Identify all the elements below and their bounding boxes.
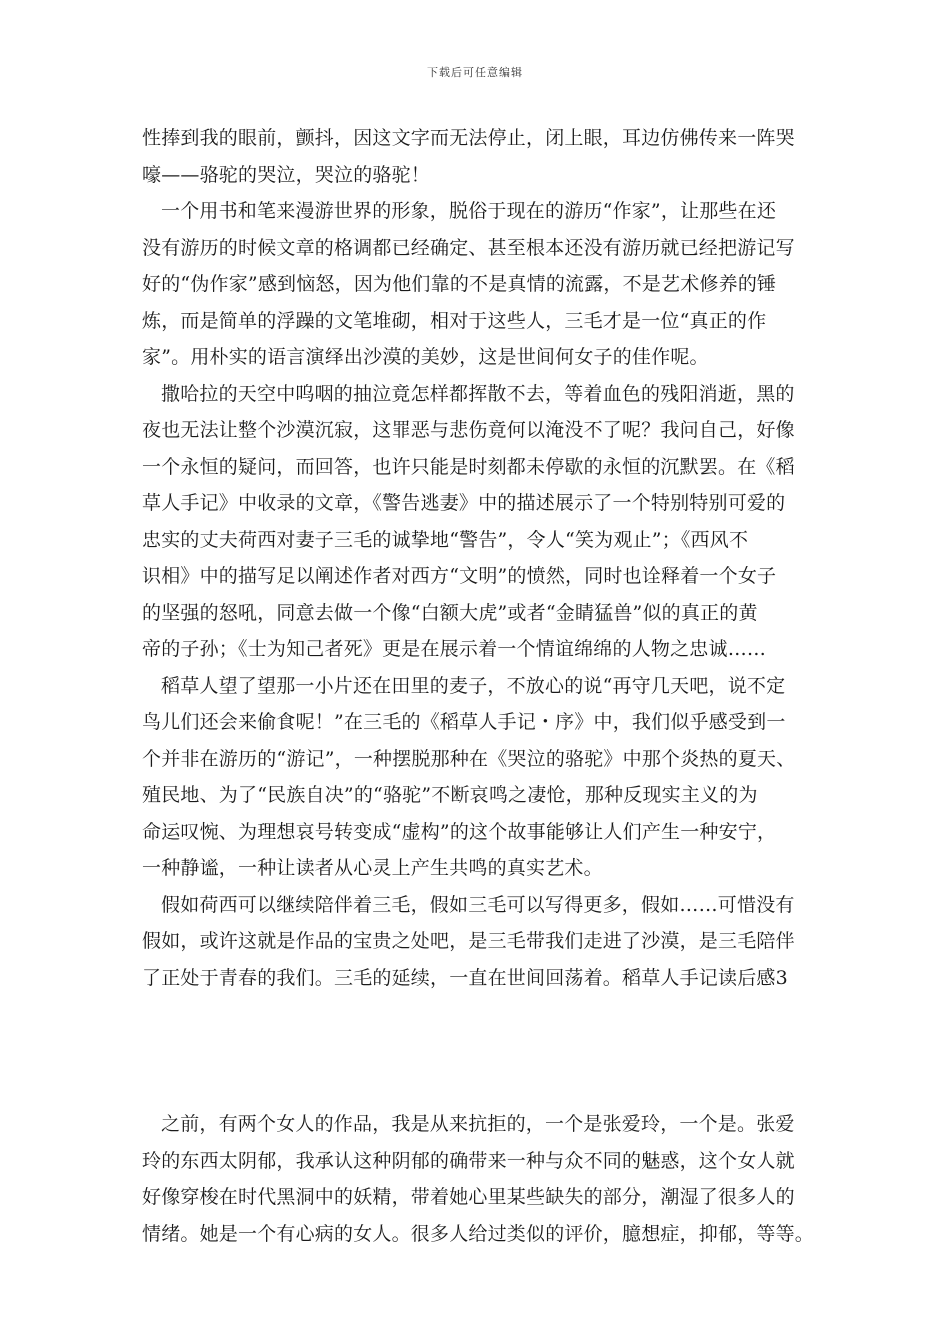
text-line: 个并非在游历的“游记”，一种摆脱那种在《哭泣的骆驼》中那个炎热的夏天、 [142, 747, 796, 770]
text-line: 一个永恒的疑问，而回答，也许只能是时刻都未停歇的永恒的沉默罢。在《稻 [142, 455, 795, 478]
text-line: 帝的子孙；《士为知己者死》更是在展示着一个情谊绵绵的人物之忠诚…… [142, 638, 767, 660]
paragraph-start-line: 假如荷西可以继续陪伴着三毛，假如三毛可以写得更多，假如……可惜没有 [161, 893, 795, 916]
page-header: 下载后可任意编辑 [427, 66, 523, 79]
text-line: 一种静谧，一种让读者从心灵上产生共鸣的真实艺术。 [142, 857, 603, 879]
text-line: 好的“伪作家”感到恼怒，因为他们靠的不是真情的流露，不是艺术修养的锤 [142, 273, 777, 295]
paragraph-start-line: 稻草人望了望那一小片还在田里的麦子，不放心的说“再守几天吧，说不定 [161, 674, 786, 697]
text-line: 识相》中的描写足以阐述作者对西方“文明”的愤然，同时也诠释着一个女子 [142, 565, 777, 587]
section-gap [142, 996, 822, 1106]
text-line: 忠实的丈夫荷西对妻子三毛的诚挚地“警告”，令人“笑为观止”；《西风不 [142, 528, 749, 551]
text-line: 假如，或许这就是作品的宝贵之处吧，是三毛带我们走进了沙漠，是三毛陪伴 [142, 930, 795, 952]
text-line: 性捧到我的眼前，颤抖，因这文字而无法停止，闭上眼，耳边仿佛传来一阵哭 [142, 127, 795, 149]
text-line: 没有游历的时候文章的格调都已经确定、甚至根本还没有游历就已经把游记写 [142, 236, 795, 259]
text-line: 炼，而是简单的浮躁的文笔堆砌，相对于这些人，三毛才是一位“真正的作 [142, 309, 767, 332]
text-line: 家”。用朴实的语言演绎出沙漠的美妙，这是世间何女子的佳作呢。 [142, 346, 709, 368]
text-line: 嚎——骆驼的哭泣，哭泣的骆驼！ [142, 163, 431, 186]
text-line: 了正处于青春的我们。三毛的延续，一直在世间回荡着。稻草人手记读后感3 [142, 966, 788, 989]
text-line: 殖民地、为了“民族自决”的“骆驼”不断哀鸣之凄怆，那种反现实主义的为 [142, 784, 758, 806]
paragraph-start-line: 之前，有两个女人的作品，我是从来抗拒的，一个是张爱玲，一个是。张爱 [161, 1113, 795, 1135]
text-line: 夜也无法让整个沙漠沉寂，这罪恶与悲伤竟何以淹没不了呢？我问自己，好像 [142, 419, 795, 441]
text-line: 情绪。她是一个有心病的女人。很多人给过类似的评价，臆想症，抑郁，等等。 [142, 1222, 815, 1245]
text-line: 好像穿梭在时代黑洞中的妖精，带着她心里某些缺失的部分，潮湿了很多人的 [142, 1186, 795, 1208]
body-text [142, 120, 822, 1252]
text-line: 鸟儿们还会来偷食呢！”在三毛的《稻草人手记・序》中，我们似乎感受到一 [142, 711, 786, 733]
paragraph-start-line: 撒哈拉的天空中呜咽的抽泣竟怎样都挥散不去，等着血色的残阳消逝，黑的 [161, 382, 795, 405]
text-line: 命运叹惋、为理想哀号转变成“虚构”的这个故事能够让人们产生一种安宁， [142, 820, 777, 843]
text-line: 草人手记》中收录的文章，《警告逃妻》中的描述展示了一个特别特别可爱的 [142, 492, 786, 514]
text-line: 的坚强的怒吼，同意去做一个像“白额大虎”或者“金睛猛兽”似的真正的黄 [142, 601, 758, 624]
text-line: 玲的东西太阴郁，我承认这种阴郁的确带来一种与众不同的魅惑，这个女人就 [142, 1149, 795, 1172]
paragraph-start-line: 一个用书和笔来漫游世界的形象，脱俗于现在的游历“作家”，让那些在还 [161, 200, 777, 222]
